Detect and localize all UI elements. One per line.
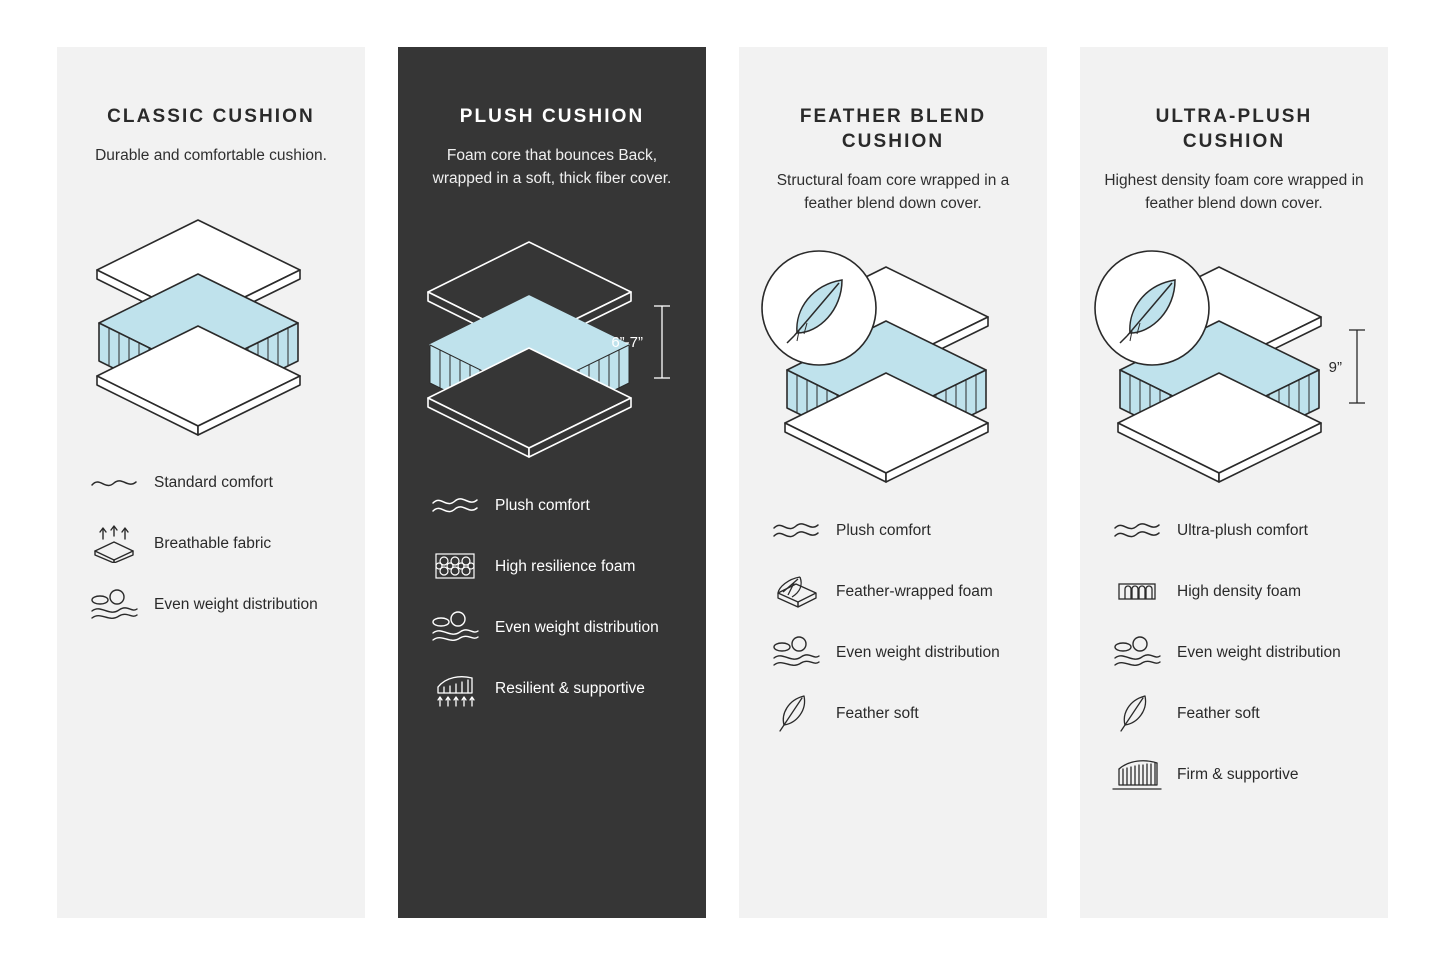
wave-icon	[770, 510, 822, 550]
card-description: Durable and comfortable cushion.	[95, 147, 327, 164]
cushion-exploded-diagram	[739, 225, 1047, 500]
feature-item	[770, 693, 1016, 733]
cushion-card-ultra-plush	[1080, 47, 1388, 918]
cushion-card-feather-blend	[739, 47, 1047, 918]
cushion-card-plush	[398, 47, 706, 918]
feature-item	[88, 585, 334, 625]
feature-label: Firm & supportive	[1177, 765, 1299, 783]
feature-label: Feather soft	[836, 704, 919, 722]
feature-list	[429, 485, 675, 708]
card-description: Highest density foam core wrapped in feather blend down cover.	[1104, 172, 1364, 212]
weight-distribution-icon	[1111, 632, 1163, 672]
feather-icon	[770, 693, 822, 733]
card-description: Foam core that bounces Back, wrapped in a soft, thick fiber cover.	[432, 147, 672, 187]
weight-distribution-icon	[770, 632, 822, 672]
wave-icon	[88, 463, 140, 503]
feather-badge	[762, 251, 876, 365]
feature-list	[1111, 510, 1357, 794]
feature-label: Plush comfort	[836, 521, 931, 539]
feature-label: Even weight distribution	[836, 643, 1000, 661]
feature-label: Breathable fabric	[154, 535, 272, 552]
feature-label: Standard comfort	[154, 474, 273, 491]
feature-item	[429, 546, 675, 586]
firm-support-icon	[1111, 754, 1163, 794]
card-title: CLASSIC CUSHION	[107, 106, 315, 127]
card-title: PLUSH CUSHION	[459, 106, 645, 127]
dimension-label: 9”	[1328, 359, 1342, 376]
feature-label: Plush comfort	[495, 496, 590, 514]
cushion-exploded-diagram	[398, 200, 706, 475]
wave-icon	[1111, 510, 1163, 550]
feature-list	[770, 510, 1016, 733]
feature-item	[1111, 693, 1357, 733]
feature-item	[1111, 632, 1357, 672]
feature-item	[88, 524, 334, 564]
honeycomb-foam-icon	[429, 546, 481, 586]
resilient-support-icon	[429, 668, 481, 708]
card-title: FEATHER BLEND CUSHION	[799, 106, 987, 152]
weight-distribution-icon	[429, 607, 481, 647]
cushion-exploded-diagram	[57, 178, 365, 453]
feather-wrapped-foam-icon	[770, 571, 822, 611]
feature-label: Ultra-plush comfort	[1177, 521, 1308, 539]
feature-item	[1111, 571, 1357, 611]
card-title: ULTRA-PLUSH CUSHION	[1155, 106, 1313, 152]
feather-badge	[1095, 251, 1209, 365]
feature-label: Even weight distribution	[1177, 643, 1341, 661]
feature-label: Resilient & supportive	[495, 679, 645, 697]
feature-label: High density foam	[1177, 582, 1302, 600]
cushion-card-classic	[57, 47, 365, 918]
feature-item	[770, 510, 1016, 550]
feature-item	[770, 632, 1016, 672]
feature-item	[429, 607, 675, 647]
weight-distribution-icon	[88, 585, 140, 625]
feature-label: Even weight distribution	[154, 596, 318, 613]
cushion-exploded-diagram	[1080, 225, 1388, 500]
feature-item	[429, 485, 675, 525]
feature-item	[1111, 754, 1357, 794]
feature-label: High resilience foam	[495, 557, 636, 575]
feather-icon	[1111, 693, 1163, 733]
feature-item	[429, 668, 675, 708]
breathable-fabric-icon	[88, 524, 140, 564]
feature-label: Feather soft	[1177, 704, 1260, 722]
feature-item	[1111, 510, 1357, 550]
feature-label: Feather-wrapped foam	[836, 582, 993, 600]
high-density-foam-icon	[1111, 571, 1163, 611]
card-description: Structural foam core wrapped in a feather blend down cover.	[776, 172, 1010, 212]
feature-item	[88, 463, 334, 503]
dimension-label: 6”-7”	[611, 334, 643, 351]
feature-list	[88, 463, 334, 625]
wave-icon	[429, 485, 481, 525]
feature-item	[770, 571, 1016, 611]
feature-label: Even weight distribution	[495, 618, 659, 636]
